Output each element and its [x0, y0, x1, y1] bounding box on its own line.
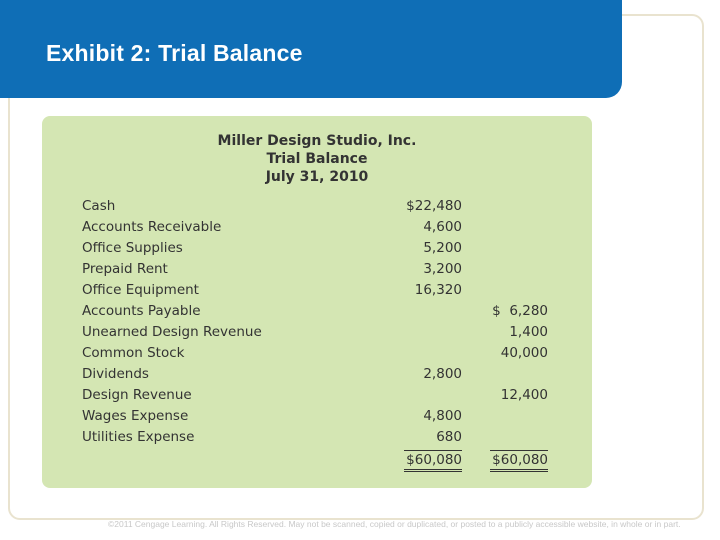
debit-amount: $22,480	[406, 198, 462, 214]
debit-amount: 16,320	[414, 282, 462, 298]
account-name: Unearned Design Revenue	[82, 324, 262, 340]
account-name: Wages Expense	[82, 408, 189, 424]
table-row	[82, 280, 552, 301]
account-name: Design Revenue	[82, 387, 192, 403]
table-row	[82, 406, 552, 427]
trial-balance-panel	[42, 116, 592, 488]
account-name: Utilities Expense	[82, 429, 195, 445]
table-row	[82, 322, 552, 343]
debit-amount: 4,800	[423, 408, 462, 424]
account-name: Cash	[82, 198, 116, 214]
table-row	[82, 343, 552, 364]
table-row	[82, 385, 552, 406]
account-name: Common Stock	[82, 345, 185, 361]
table-row	[82, 196, 552, 217]
table-row	[82, 259, 552, 280]
debit-amount: 3,200	[423, 261, 462, 277]
table-row	[82, 238, 552, 259]
total-debit: $60,080	[404, 450, 462, 472]
report-name: Trial Balance	[266, 151, 368, 167]
slide-title: Exhibit 2: Trial Balance	[46, 40, 303, 66]
account-name: Office Equipment	[82, 282, 199, 298]
table-row	[82, 427, 552, 448]
debit-amount: 5,200	[423, 240, 462, 256]
debit-amount: 680	[436, 429, 462, 445]
account-name: Dividends	[82, 366, 149, 382]
title-bar	[0, 0, 622, 98]
table-row	[82, 364, 552, 385]
debit-amount: 2,800	[423, 366, 462, 382]
debit-amount: 4,600	[423, 219, 462, 235]
account-name: Prepaid Rent	[82, 261, 168, 277]
total-credit: $60,080	[490, 450, 548, 472]
credit-amount: 40,000	[500, 345, 548, 361]
credit-amount: 12,400	[500, 387, 548, 403]
totals-row	[82, 448, 552, 472]
copyright-notice: ©2011 Cengage Learning. All Rights Reserved. May not be scanned, copied or duplicated, or posted to a publicly accessible website, in whole or in part.	[108, 519, 681, 529]
report-date: July 31, 2010	[265, 169, 369, 185]
credit-amount: 1,400	[509, 324, 548, 340]
company-name: Miller Design Studio, Inc.	[217, 133, 417, 149]
account-name: Accounts Payable	[82, 303, 201, 319]
credit-amount: $ 6,280	[492, 303, 548, 319]
table-row	[82, 301, 552, 322]
account-name: Office Supplies	[82, 240, 183, 256]
table-row	[82, 217, 552, 238]
account-name: Accounts Receivable	[82, 219, 222, 235]
account-rows	[82, 196, 552, 472]
statement-header	[42, 132, 592, 186]
